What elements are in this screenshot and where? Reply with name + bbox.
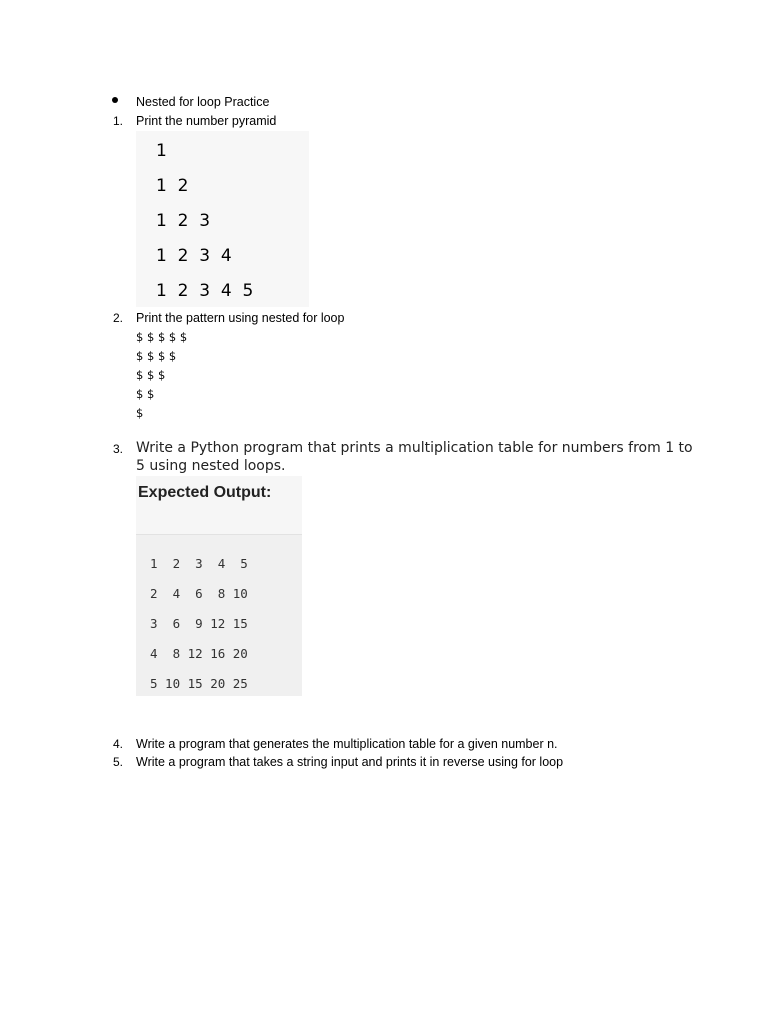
number-pyramid-image [136, 131, 309, 307]
question-2-text: Print the pattern using nested for loop [136, 311, 345, 325]
pyramid-line: 1 [156, 141, 167, 161]
pyramid-line: 1 2 3 [156, 211, 211, 231]
pyramid-line: 1 2 3 4 5 [156, 281, 254, 301]
question-3-text: Write a Python program that prints a multiplication table for numbers from 1 to 5 using nested loops. [136, 440, 693, 474]
list-marker-3: 3. [112, 442, 123, 456]
multiplication-row: 1 2 3 4 5 [150, 556, 248, 571]
multiplication-row: 4 8 12 16 20 [150, 646, 248, 661]
expected-output-header [136, 476, 302, 535]
dollar-pattern-line: $ [136, 406, 144, 420]
multiplication-row: 5 10 15 20 25 [150, 676, 248, 691]
pyramid-line: 1 2 [156, 176, 189, 196]
expected-output-image [136, 476, 302, 696]
question-5-text: Write a program that takes a string input and prints it in reverse using for loop [136, 755, 564, 769]
list-marker-5: 5. [112, 755, 123, 769]
multiplication-row: 3 6 9 12 15 [150, 616, 248, 631]
pyramid-line: 1 2 3 4 [156, 246, 232, 266]
document-heading: Nested for loop Practice [136, 95, 270, 109]
bullet-icon [112, 97, 118, 103]
list-marker-1: 1. [112, 114, 123, 128]
multiplication-row: 2 4 6 8 10 [150, 586, 248, 601]
expected-output-title: Expected Output: [138, 484, 272, 501]
dollar-pattern-line: $ $ $ [136, 368, 166, 382]
list-marker-4: 4. [112, 737, 123, 751]
dollar-pattern-line: $ $ $ $ $ [136, 330, 188, 344]
dollar-pattern-line: $ $ $ $ [136, 349, 177, 363]
dollar-pattern-line: $ $ [136, 387, 155, 401]
question-4-text: Write a program that generates the multiplication table for a given number n. [136, 737, 558, 751]
list-marker-2: 2. [112, 311, 123, 325]
question-1-text: Print the number pyramid [136, 114, 277, 128]
